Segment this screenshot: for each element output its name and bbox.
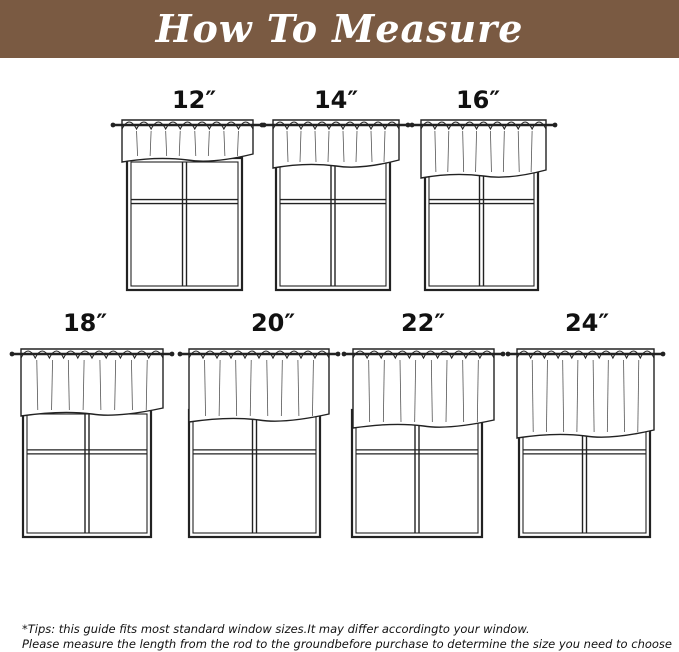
valance-window-24: [506, 349, 666, 537]
valance-window-22: [342, 349, 506, 537]
size-label-18: 18″: [62, 309, 108, 337]
tips-line-2: Please measure the length from the rod to the groundbefore purchase to determine the size you need to choose: [22, 637, 672, 651]
tips-note: [22, 622, 679, 652]
valance-window-20: [178, 349, 341, 537]
valance-window-18: [10, 349, 175, 537]
tips-line-1: *Tips: this guide fits most standard window sizes.It may differ accordingto your window.: [22, 622, 530, 636]
size-label-16: 16″: [455, 86, 501, 114]
page-title: How To Measure: [155, 6, 524, 51]
size-label-22: 22″: [400, 309, 446, 337]
valance-window-14: [262, 120, 411, 290]
valance-window-12: [111, 120, 265, 290]
valance-window-16: [410, 120, 558, 290]
size-label-20: 20″: [250, 309, 296, 337]
size-label-14: 14″: [313, 86, 359, 114]
size-label-12: 12″: [171, 86, 217, 114]
size-label-24: 24″: [564, 309, 610, 337]
